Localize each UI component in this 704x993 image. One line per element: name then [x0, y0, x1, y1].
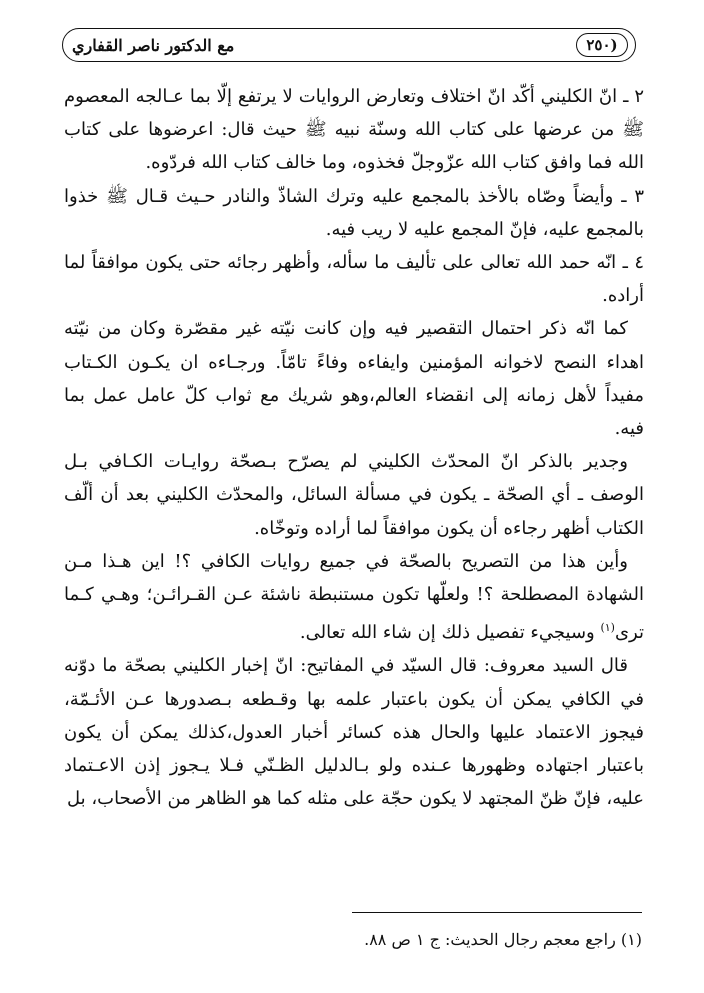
footnote-marker: (١)	[600, 621, 615, 635]
body-text	[64, 80, 644, 815]
running-header-title: مع الدكتور ناصر القفاري	[72, 36, 235, 55]
paragraph-point-3: ٣ ـ وأيضاً وصّاه بالأخذ بالمجمع عليه وترك الشاذّ والنادر حـيث قـال ﷺ خذوا بالمجمع عليه، فإنّ المجمع عليه لا ريب فيه.	[64, 185, 644, 240]
page-number: (٢٥٠	[576, 33, 628, 57]
paragraph-worth-mentioning: وجدير بالذكر انّ المحدّث الكليني لم يصرّح بـصحّة روايـات الكـافي بـل الوصف ـ أي الصحّة ـ يكون في مسألة السائل، والمحدّث الكليني بعد أن ألّف الكتاب أظهر رجاءه أن يكون موافقاً لما أراده وتوخّاه.	[64, 451, 644, 539]
paragraph-where-is-this-end: وسيجيء تفصيل ذلك إن شاء الله تعالى.	[299, 622, 601, 644]
footnote: (١) راجع معجم رجال الحديث: ج ١ ص ٨٨.	[364, 930, 642, 949]
paragraph-point-4: ٤ ـ انّه حمد الله تعالى على تأليف ما سأله، وأظهر رجائه حتى يكون موافقاً لما أراده.	[64, 252, 644, 307]
paragraph-where-is-this-text: وأين هذا من التصريح بالصحّة في جميع روايات الكافي ؟! اين هـذا مـن الشهادة المصطلحة ؟! ولعلّها تكون مستنبطة ناشئة عـن القـرائـن؛ وهـي كـما ترى	[64, 550, 644, 644]
paragraph-where-is-this	[64, 545, 644, 650]
footnote-divider	[352, 912, 642, 913]
paragraph-point-2: ٢ ـ انّ الكليني أكّد انّ اختلاف وتعارض الروايات لا يرتفع إلّا بما عـالجه المعصوم ﷺ من عرضها على كتاب الله وسنّة نبيه ﷺ حيث قال: اعرضوها على كتاب الله فما وافق كتاب الله عزّوجلّ فخذوه، وما خالف كتاب الله فردّوه.	[64, 86, 644, 174]
paragraph-sayyid-maruf: قال السيد معروف: قال السيّد في المفاتيح: انّ إخبار الكليني بصحّة ما دوّنه في الكافي يمكن أن يكون باعتبار علمه بها وقـطعه بـصدورها عـن الأئـمّة، فيجوز الاعتماد عليها والحال هذه كسائر أخبار العدول،كذلك يمكن أن يكون باعتبار اجتهاده وظهورها عـنده ولو بـالدليل الظـنّي فـلا يـجوز إذن الاعـتماد عليه، فإنّ ظنّ المجتهد لا يكون حجّة على مثله كما هو الظاهر من الأصحاب، بل	[64, 655, 644, 810]
paragraph-shortcoming: كما انّه ذكر احتمال التقصير فيه وإن كانت نيّته غير مقصّرة وكان من نيّته اهداء النصح لاخوانه المؤمنين وايفاءه وفاءً تامّاً. ورجـاءه ان يكـون الكـتاب مفيداً لأهل زمانه إلى انقضاء العالم،وهو شريك مع ثواب كلّ عامل عمل بما فيه.	[64, 318, 644, 440]
